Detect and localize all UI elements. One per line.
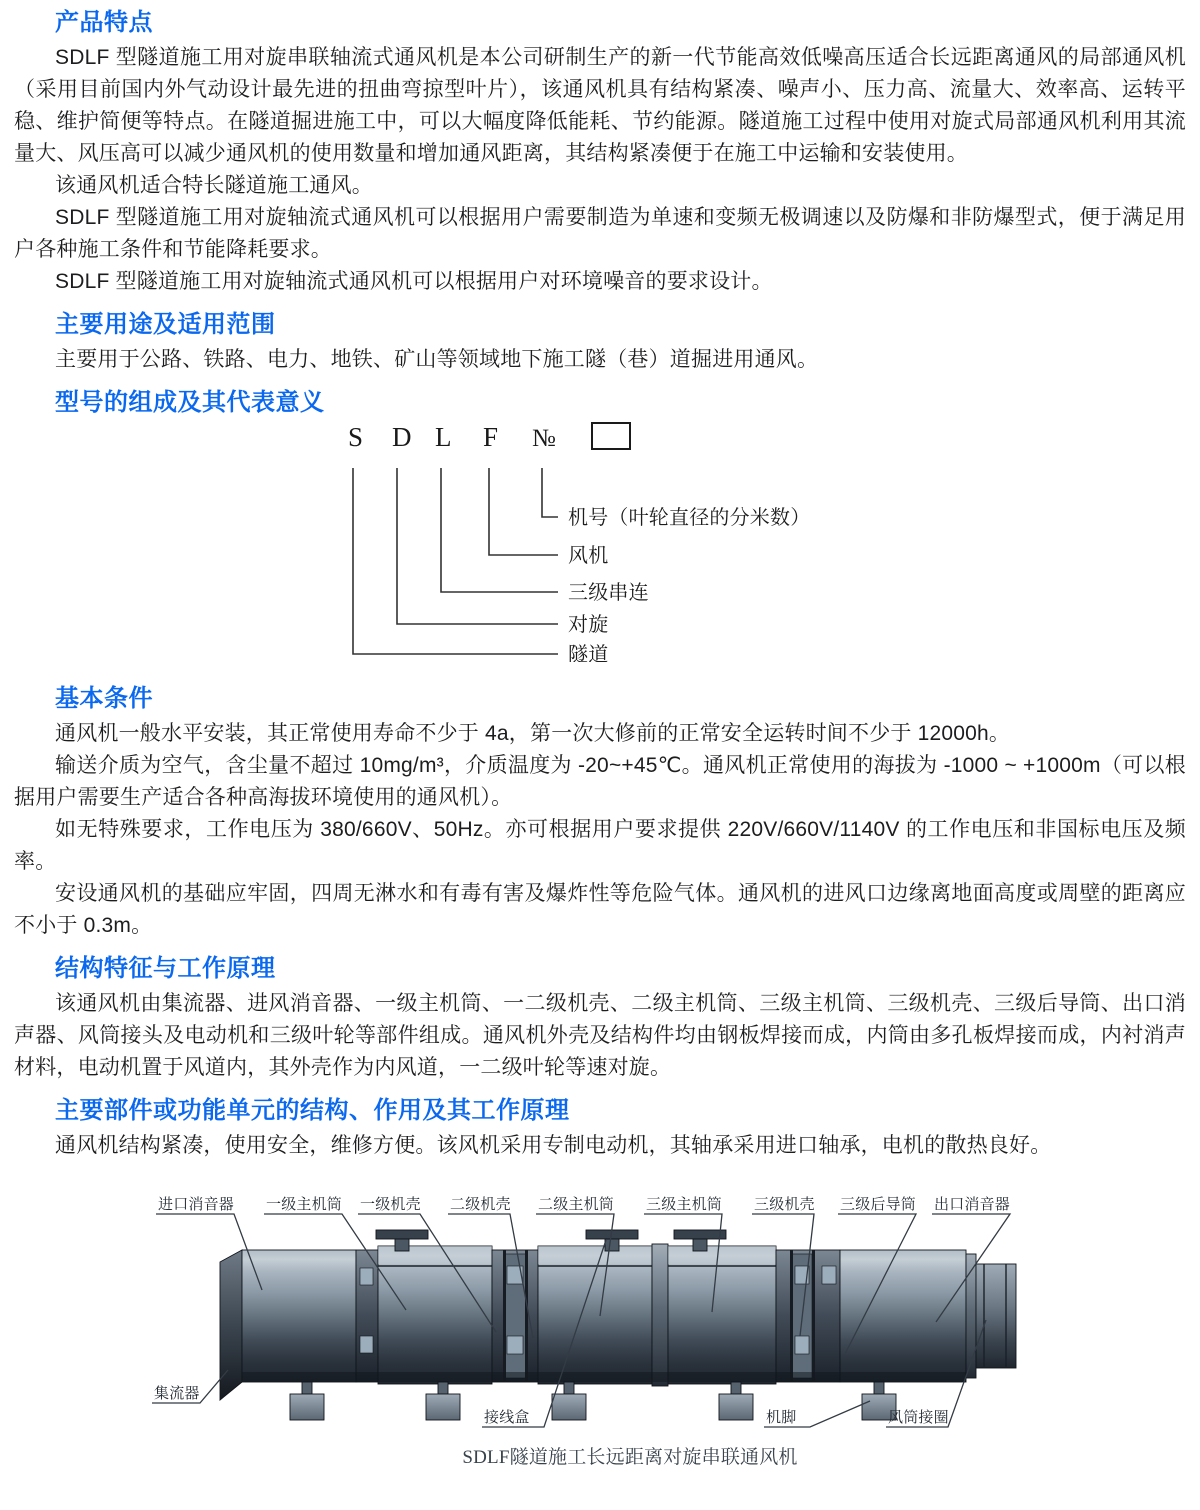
model-connector-lines (353, 468, 558, 654)
model-label-counter-rotating: 对旋 (568, 614, 609, 636)
flange-divider (525, 1250, 528, 1382)
foot-stem (731, 1382, 741, 1394)
section-heading-structure-principle: 结构特征与工作原理 (55, 955, 276, 982)
label-junction-box: 接线盒 (484, 1410, 530, 1426)
top-plate-highlight (668, 1246, 776, 1264)
fan-assembly-diagram (100, 1170, 1186, 1498)
paragraph: 安设通风机的基础应牢固，四周无淋水和有毒有害及爆炸性等危险气体。通风机的进风口边缘离地面高度或周壁的距离应不小于 0.3m。 (14, 882, 1186, 937)
label-outlet-silencer: 出口消音器 (934, 1197, 1011, 1213)
paragraph: 该通风机适合特长隧道施工通风。 (55, 174, 373, 197)
lifting-lug-stem (395, 1239, 409, 1251)
paragraph: 如无特殊要求，工作电压为 380/660V、50Hz。亦可根据用户要求提供 220V/660V/1140V 的工作电压和非国标电压及频率。 (14, 818, 1186, 873)
paragraph: 该通风机由集流器、进风消音器、一级主机筒、一二级机壳、二级主机筒、三级主机筒、三级机壳、三级后导筒、出口消声器、风筒接头及电动机和三级叶轮等部件组成。通风机外壳及结构件均由钢板焊接而成，内筒由多孔板焊接而成，内衬消声材料，电动机置于风道内，其外壳作为内风道，一二级叶轮等速对旋。 (14, 992, 1186, 1079)
label-stage3-barrel: 三级主机筒 (646, 1197, 723, 1213)
outlet-silencer-section (840, 1250, 966, 1382)
label-collector: 集流器 (154, 1386, 200, 1402)
paragraph: 通风机结构紧凑，使用安全，维修方便。该风机采用专制电动机，其轴承采用进口轴承，电机的散热良好。 (55, 1134, 1052, 1157)
paragraph: 主要用于公路、铁路、电力、地铁、矿山等领域地下施工隧（巷）道掘进用通风。 (55, 348, 819, 371)
paragraph: 通风机一般水平安装，其正常使用寿命不少于 4a，第一次大修前的正常安全运转时间不少于 12000h。 (55, 722, 1011, 745)
model-letter-l: L (435, 422, 452, 452)
model-composition-diagram (320, 422, 1186, 672)
connector-line-f (489, 468, 558, 555)
foot-block (426, 1394, 460, 1420)
flange-divider (790, 1250, 793, 1382)
lifting-lug-stem (693, 1239, 707, 1251)
connector-line-l (441, 468, 558, 592)
section-heading-product-features: 产品特点 (55, 9, 153, 36)
label-rear-guide-duct: 三级后导筒 (840, 1197, 917, 1213)
inlet-bell (220, 1250, 242, 1400)
model-letter-s: S (348, 422, 364, 452)
paragraph: SDLF 型隧道施工用对旋轴流式通风机可以根据用户需要制造为单速和变频无极调速以及防爆和非防爆型式，便于满足用户各种施工条件和节能降耗要求。 (14, 206, 1186, 261)
inlet-silencer-section (242, 1250, 356, 1382)
label-stage1-casing: 一级机壳 (360, 1197, 421, 1213)
connector-line-no (542, 468, 558, 517)
foot-block (719, 1394, 753, 1420)
model-label-tunnel: 隧道 (568, 644, 609, 662)
label-inlet-silencer: 进口消音器 (158, 1197, 235, 1213)
junction-box-stem (605, 1239, 619, 1251)
flange-divider (812, 1250, 815, 1382)
fan-diagram-caption: SDLF隧道施工长远距离对旋串联通风机 (462, 1447, 798, 1468)
foot-block (552, 1394, 586, 1420)
model-letter-f: F (483, 422, 499, 452)
connector-line-d (397, 468, 558, 624)
label-foot: 机脚 (766, 1410, 797, 1426)
fan-assembly-svg (100, 1170, 1160, 1488)
flange-bolt-plate (360, 1268, 373, 1285)
flange-bolt-plate (507, 1336, 523, 1354)
foot-block (290, 1394, 324, 1420)
label-stage3-casing: 三级机壳 (754, 1197, 815, 1213)
flange-bolt-plate (360, 1336, 373, 1353)
lifting-lug-cap (674, 1230, 726, 1239)
label-stage2-barrel: 二级主机筒 (538, 1197, 615, 1213)
model-letter-no: № (532, 425, 557, 452)
foot-stem (302, 1382, 312, 1394)
flange-bolt-plate (795, 1336, 809, 1354)
model-label-fan: 风机 (568, 545, 609, 567)
label-stage2-casing: 二级机壳 (450, 1197, 511, 1213)
mounting-feet (290, 1382, 896, 1420)
paragraph: SDLF 型隧道施工用对旋轴流式通风机可以根据用户对环境噪音的要求设计。 (55, 270, 773, 293)
fan-body (220, 1230, 1016, 1420)
section-heading-main-uses: 主要用途及适用范围 (55, 311, 276, 338)
foot-stem (564, 1382, 574, 1394)
model-label-machine-no: 机号（叶轮直径的分米数） (568, 507, 811, 529)
top-plate-highlight (538, 1246, 652, 1264)
section-heading-basic-conditions: 基本条件 (55, 685, 153, 712)
duct-connection-ring (976, 1264, 1016, 1368)
flange-divider (503, 1250, 506, 1382)
section-heading-model-composition: 型号的组成及其代表意义 (55, 389, 325, 416)
coupling-ring (652, 1244, 668, 1386)
foot-stem (874, 1382, 884, 1394)
model-label-three-stage-series: 三级串连 (568, 582, 649, 604)
connector-line-s (353, 468, 558, 654)
paragraph: SDLF 型隧道施工用对旋串联轴流式通风机是本公司研制生产的新一代节能高效低噪高压适合长远距离通风的局部通风机（采用目前国内外气动设计最先进的扭曲弯掠型叶片），该通风机具有结构紧凑、噪声小、压力高、流量大、效率高、运转平稳、维护简便等特点。在隧道掘进施工中，可以大幅度降低能耗、节约能源。隧道施工过程中使用对旋式局部通风机利用其流量大、风压高可以减少通风机的使用数量和增加通风距离，其结构紧凑便于在施工中运输和安装使用。 (14, 46, 1186, 165)
flange-bolt-plate (822, 1266, 836, 1284)
foot-stem (438, 1382, 448, 1394)
section-heading-main-parts: 主要部件或功能单元的结构、作用及其工作原理 (55, 1097, 570, 1124)
model-letter-d: D (392, 422, 412, 452)
label-duct-ring: 风筒接圈 (888, 1410, 949, 1426)
lifting-lug-cap (376, 1230, 428, 1239)
bottom-shadow-band (242, 1372, 966, 1382)
model-number-box (592, 423, 630, 449)
paragraph: 输送介质为空气，含尘量不超过 10mg/m³，介质温度为 -20~+45℃。通风机正常使用的海拔为 -1000 ~ +1000m（可以根据用户需要生产适合各种高海拔环境使用的通风机）。 (14, 754, 1186, 809)
model-composition-svg (320, 422, 1020, 662)
label-stage1-barrel: 一级主机筒 (266, 1197, 343, 1213)
outlet-end-lip (966, 1254, 976, 1378)
